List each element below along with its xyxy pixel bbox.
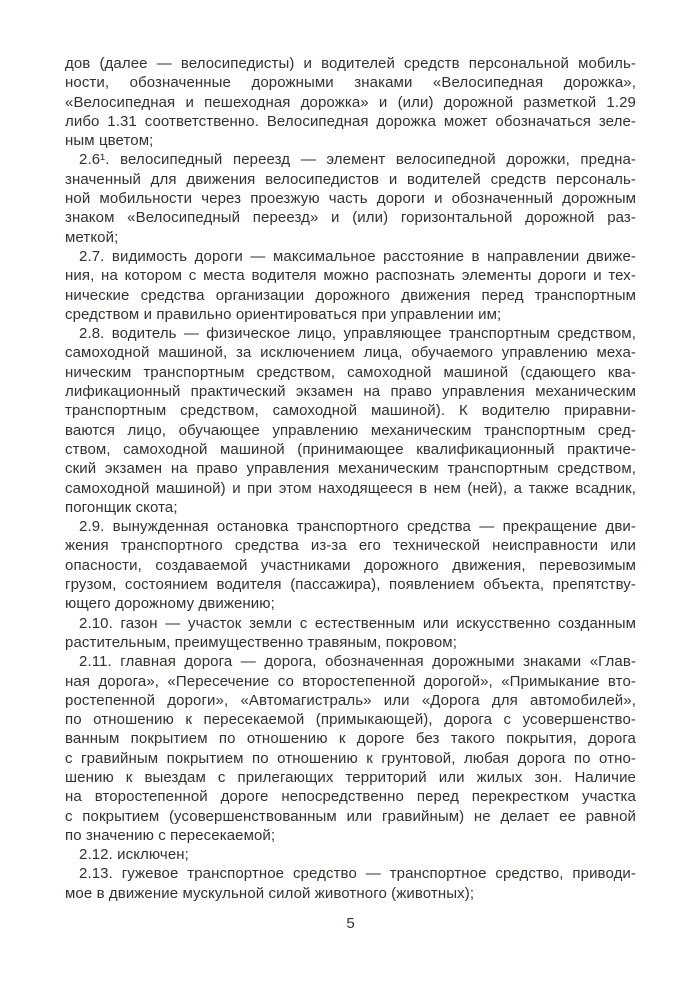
- text-line: 2.8. водитель — физическое лицо, управляющее транспортным средством,: [79, 325, 636, 343]
- text-line: ной мобильности через проезжую часть дороги и обозначенный дорожным: [65, 190, 636, 208]
- text-line: ваются лицо, обучающее управлению механическим транспортным сред-: [65, 421, 636, 439]
- text-line: шению к выездам с прилегающих территорий или жилых зон. Наличие: [65, 768, 636, 786]
- text-line: опасности, создаваемой участниками дорожного движения, перевозимым: [65, 556, 636, 574]
- text-line: ным цветом;: [65, 132, 154, 150]
- text-line: 2.12. исключен;: [79, 846, 189, 864]
- text-line: погонщик скота;: [65, 498, 178, 516]
- text-line: по отношению к пересекаемой (примыкающей), дорога с усовершенство-: [65, 711, 636, 729]
- text-line: 2.9. вынужденная остановка транспортного средства — прекращение дви-: [79, 518, 636, 536]
- text-line: «Велосипедная и пешеходная дорожка» и (или) дорожной разметкой 1.29: [65, 93, 636, 111]
- text-line: ский экзамен на право управления механическим транспортным средством,: [65, 460, 636, 478]
- text-line: ническим транспортным средством, самоходной машиной (сдающего ква-: [65, 363, 636, 381]
- text-line: по значению с пересекаемой;: [65, 826, 276, 844]
- text-line: знаком «Велосипедный переезд» и (или) горизонтальной дорожной раз-: [65, 209, 636, 227]
- text-line: ростепенной дороги», «Автомагистраль» или «Дорога для автомобилей»,: [65, 691, 636, 709]
- paragraph: [65, 517, 636, 613]
- text-line: с гравийным покрытием по отношению к грунтовой, любая дорога по отно-: [65, 749, 636, 767]
- text-line: либо 1.31 соответственно. Велосипедная дорожка может обозначаться зеле-: [65, 112, 636, 130]
- text-line: ная дорога», «Пересечение со второстепенной дорогой», «Примыкание вто-: [65, 672, 636, 690]
- paragraph: [65, 864, 636, 903]
- text-line: растительным, преимущественно травяным, покровом;: [65, 633, 457, 651]
- paragraph: [65, 54, 636, 150]
- paragraph: [65, 614, 636, 653]
- text-line: ющего дорожному движению;: [65, 595, 275, 613]
- body-text: [65, 54, 636, 903]
- text-line: жения транспортного средства из-за его технической неисправности или: [65, 537, 636, 555]
- text-line: дов (далее — велосипедисты) и водителей средств персональной мобиль-: [65, 55, 636, 72]
- text-line: 2.11. главная дорога — дорога, обозначенная дорожными знаками «Глав-: [79, 653, 636, 671]
- paragraph: [65, 150, 636, 246]
- paragraph: [65, 652, 636, 845]
- text-line: транспортным средством, самоходной машиной). К водителю приравни-: [65, 402, 636, 420]
- text-line: самоходной машиной, за исключением лица, обучаемого управлению меха-: [65, 344, 636, 362]
- text-line: нические средства организации дорожного движения перед транспортным: [65, 286, 636, 304]
- paragraph: [65, 247, 636, 324]
- text-line: ности, обозначенные дорожными знаками «Велосипедная дорожка»,: [65, 74, 636, 92]
- text-line: значенный для движения велосипедистов и водителей средств персональ-: [65, 170, 636, 188]
- paragraph: [65, 324, 636, 517]
- text-line: меткой;: [65, 228, 119, 246]
- text-line: 2.7. видимость дороги — максимальное расстояние в направлении движе-: [79, 247, 636, 265]
- text-line: самоходной машиной) и при этом находящееся в нем (ней), а также всадник,: [65, 479, 636, 497]
- text-line: грузом, состоянием водителя (пассажира), появлением объекта, препятству-: [65, 576, 636, 594]
- text-line: на второстепенной дороге непосредственно перед перекрестком участка: [65, 788, 636, 806]
- text-line: 2.6¹. велосипедный переезд — элемент велосипедной дорожки, предна-: [79, 151, 636, 169]
- text-line: ния, на котором с места водителя можно распознать элементы дороги и тех-: [65, 267, 636, 285]
- text-line: 2.13. гужевое транспортное средство — транспортное средство, приводи-: [79, 865, 636, 883]
- text-line: ванным покрытием по отношению к дороге без такого покрытия, дорога: [65, 730, 636, 748]
- text-line: ством, самоходной машиной (принимающее квалификационный практиче-: [65, 440, 636, 458]
- page-number: 5: [346, 915, 355, 932]
- text-line: 2.10. газон — участок земли с естественным или искусственно созданным: [79, 614, 636, 632]
- paragraph: [65, 845, 636, 864]
- text-line: средством и правильно ориентироваться при управлении им;: [65, 305, 502, 323]
- text-line: мое в движение мускульной силой животного (животных);: [65, 884, 475, 902]
- text-line: с покрытием (усовершенствованным или гравийным) не делает ее равной: [65, 807, 636, 825]
- text-line: лификационный практический экзамен на право управления механическим: [65, 383, 636, 401]
